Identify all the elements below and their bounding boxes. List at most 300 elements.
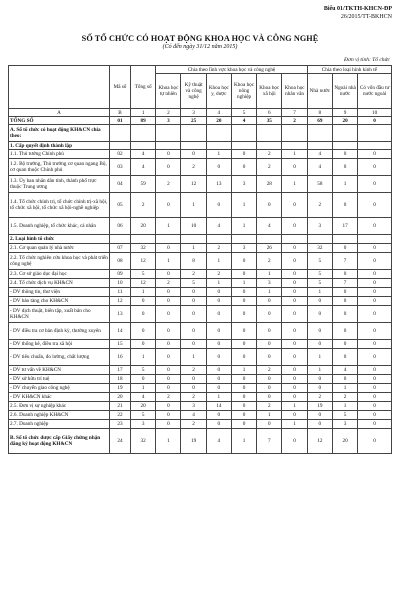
row-value: 2 bbox=[257, 253, 282, 270]
row-value: 2 bbox=[181, 420, 206, 429]
row-value: 0 bbox=[257, 193, 282, 218]
row-total-value: 3 bbox=[131, 420, 156, 429]
row-value: 0 bbox=[358, 375, 392, 384]
row-total-value: 1 bbox=[131, 288, 156, 297]
row-value: 0 bbox=[231, 411, 256, 420]
row-value bbox=[231, 142, 256, 150]
row-total-value: 5 bbox=[131, 366, 156, 375]
row-total-value: 1 bbox=[131, 349, 156, 366]
row-value: 0 bbox=[307, 306, 332, 323]
row-value: 0 bbox=[358, 340, 392, 349]
column-index: 3 bbox=[181, 109, 206, 117]
row-code: 08 bbox=[109, 253, 130, 270]
report-title: SỐ TỔ CHỨC CÓ HOẠT ĐỘNG KHOA HỌC VÀ CÔNG NGHỆ bbox=[81, 34, 319, 43]
row-value: 0 bbox=[282, 253, 307, 270]
row-code: 13 bbox=[109, 306, 130, 323]
row-value: 0 bbox=[206, 384, 231, 393]
table-row bbox=[9, 375, 392, 384]
row-value: 0 bbox=[206, 159, 231, 176]
row-code: 09 bbox=[109, 270, 130, 279]
row-value: 10 bbox=[181, 218, 206, 235]
table-row bbox=[9, 218, 392, 235]
row-value: 0 bbox=[358, 117, 392, 125]
row-value: 1 bbox=[282, 176, 307, 193]
row-value: 0 bbox=[332, 288, 357, 297]
row-value bbox=[307, 235, 332, 244]
table-row bbox=[9, 288, 392, 297]
statistics-table bbox=[8, 65, 392, 454]
row-value: 1 bbox=[307, 349, 332, 366]
row-value: 0 bbox=[156, 323, 181, 340]
row-total-value: 59 bbox=[131, 176, 156, 193]
row-value: 1 bbox=[282, 402, 307, 411]
column-index: 7 bbox=[282, 109, 307, 117]
row-label: 1.1. Thủ tướng Chính phủ bbox=[9, 150, 110, 159]
row-value: 35 bbox=[257, 117, 282, 125]
row-value: 1 bbox=[332, 384, 357, 393]
row-label: 1.3. Ủy ban nhân dân tỉnh, thành phố trực thuộc Trung ương bbox=[9, 176, 110, 193]
column-index: 4 bbox=[206, 109, 231, 117]
row-total-value: 20 bbox=[131, 218, 156, 235]
row-code: 21 bbox=[109, 402, 130, 411]
table-row bbox=[9, 411, 392, 420]
row-value bbox=[282, 125, 307, 142]
row-value: 0 bbox=[257, 420, 282, 429]
row-code: 10 bbox=[109, 279, 130, 288]
row-label: 1.2. Bộ trưởng, Thủ trưởng cơ quan ngang Bộ, cơ quan thuộc Chính phủ bbox=[9, 159, 110, 176]
row-code: 06 bbox=[109, 218, 130, 235]
row-value: 2 bbox=[307, 193, 332, 218]
row-total-value: 12 bbox=[131, 279, 156, 288]
row-value bbox=[231, 125, 256, 142]
row-value: 0 bbox=[156, 193, 181, 218]
row-value: 1 bbox=[257, 411, 282, 420]
row-value: 1 bbox=[307, 366, 332, 375]
column-index: 10 bbox=[358, 109, 392, 117]
row-value: 0 bbox=[181, 150, 206, 159]
row-value: 2 bbox=[206, 244, 231, 253]
column-index: A bbox=[9, 109, 110, 117]
row-label: 2.1. Cơ quan quản lý nhà nước bbox=[9, 244, 110, 253]
form-code-block bbox=[324, 5, 392, 21]
row-value: 0 bbox=[307, 340, 332, 349]
row-label: 2.4. Tổ chức dịch vụ KH&CN bbox=[9, 279, 110, 288]
row-label: B. Số tổ chức được cấp Giấy chứng nhận đăng ký hoạt động KH&CN bbox=[9, 429, 110, 454]
row-value: 1 bbox=[181, 244, 206, 253]
row-value: 1 bbox=[231, 366, 256, 375]
row-label: 2.2. Tổ chức nghiên cứu khoa học và phát triển công nghệ bbox=[9, 253, 110, 270]
row-value: 0 bbox=[156, 384, 181, 393]
row-value: 20 bbox=[332, 429, 357, 454]
row-value: 4 bbox=[206, 218, 231, 235]
table-row bbox=[9, 176, 392, 193]
row-code: 12 bbox=[109, 297, 130, 306]
row-label: - DV chuyển giao công nghệ bbox=[9, 384, 110, 393]
row-value bbox=[206, 125, 231, 142]
row-value: 2 bbox=[181, 366, 206, 375]
row-value: 12 bbox=[307, 429, 332, 454]
row-value: 0 bbox=[206, 411, 231, 420]
row-value: 0 bbox=[358, 402, 392, 411]
row-value: 1 bbox=[206, 279, 231, 288]
header-econ: Ngoài nhà nước bbox=[332, 74, 357, 109]
row-value: 0 bbox=[358, 288, 392, 297]
row-value: 0 bbox=[282, 270, 307, 279]
row-code: 14 bbox=[109, 323, 130, 340]
row-value: 1 bbox=[332, 176, 357, 193]
row-label: TỔNG SỐ bbox=[9, 117, 110, 125]
row-total-value: 4 bbox=[131, 159, 156, 176]
row-label: A. Số tổ chức có hoạt động KH&CN chia theo: bbox=[9, 125, 110, 142]
row-label: - DV sở hữu trí tuệ bbox=[9, 375, 110, 384]
row-value bbox=[181, 142, 206, 150]
row-code: 02 bbox=[109, 150, 130, 159]
circular-number: 26/2015/TT-BKHCN bbox=[340, 14, 392, 20]
row-value: 4 bbox=[231, 117, 256, 125]
header-field: Kỹ thuật và công nghệ bbox=[181, 74, 206, 109]
row-value: 0 bbox=[332, 340, 357, 349]
row-value: 8 bbox=[181, 253, 206, 270]
header-blank bbox=[9, 66, 110, 109]
row-value: 3 bbox=[156, 117, 181, 125]
header-code: Mã số bbox=[109, 66, 130, 109]
row-value bbox=[206, 142, 231, 150]
row-value: 0 bbox=[332, 270, 357, 279]
row-value: 1 bbox=[156, 218, 181, 235]
row-value: 0 bbox=[231, 253, 256, 270]
row-value: 4 bbox=[332, 366, 357, 375]
row-value: 4 bbox=[257, 218, 282, 235]
row-value: 1 bbox=[181, 349, 206, 366]
row-label: 1. Cấp quyết định thành lập bbox=[9, 142, 110, 150]
row-value: 0 bbox=[282, 411, 307, 420]
row-value: 0 bbox=[257, 393, 282, 402]
table-row bbox=[9, 306, 392, 323]
table-row bbox=[9, 297, 392, 306]
header-field: Khoa học nhân văn bbox=[282, 74, 307, 109]
row-value bbox=[282, 142, 307, 150]
header-econ: Có vốn đầu tư nước ngoài bbox=[358, 74, 392, 109]
row-code: 03 bbox=[109, 159, 130, 176]
row-value: 0 bbox=[282, 375, 307, 384]
row-value: 0 bbox=[181, 323, 206, 340]
row-total-value: 89 bbox=[131, 117, 156, 125]
row-value: 0 bbox=[156, 366, 181, 375]
row-value: 0 bbox=[307, 323, 332, 340]
column-index: 5 bbox=[231, 109, 256, 117]
unit-label: Đơn vị tính: Tổ chức bbox=[344, 57, 390, 63]
row-value: 0 bbox=[156, 340, 181, 349]
row-code bbox=[109, 125, 130, 142]
row-value: 0 bbox=[156, 349, 181, 366]
row-value: 0 bbox=[332, 323, 357, 340]
row-total-value: 2 bbox=[131, 193, 156, 218]
row-value: 0 bbox=[358, 150, 392, 159]
row-value bbox=[156, 235, 181, 244]
row-label: - DV bảo tàng cho KH&CN bbox=[9, 297, 110, 306]
row-value: 0 bbox=[231, 297, 256, 306]
row-value: 0 bbox=[156, 270, 181, 279]
table-row bbox=[9, 142, 392, 150]
table-row bbox=[9, 323, 392, 340]
row-code: 23 bbox=[109, 420, 130, 429]
row-label: 1.5. Doanh nghiệp, tổ chức khác, cá nhân bbox=[9, 218, 110, 235]
column-index: 8 bbox=[307, 109, 332, 117]
row-total-value: 5 bbox=[131, 270, 156, 279]
row-value: 5 bbox=[307, 253, 332, 270]
row-value: 13 bbox=[206, 176, 231, 193]
row-value bbox=[181, 235, 206, 244]
row-label: - DV KH&CN khác bbox=[9, 393, 110, 402]
row-code: 16 bbox=[109, 349, 130, 366]
row-value: 0 bbox=[257, 297, 282, 306]
table-row bbox=[9, 150, 392, 159]
row-value: 0 bbox=[282, 288, 307, 297]
row-value: 26 bbox=[257, 244, 282, 253]
column-index-row bbox=[9, 109, 392, 117]
row-value: 0 bbox=[257, 375, 282, 384]
table-row bbox=[9, 349, 392, 366]
row-value: 0 bbox=[358, 393, 392, 402]
row-value: 0 bbox=[307, 297, 332, 306]
row-value: 0 bbox=[307, 384, 332, 393]
row-value: 1 bbox=[206, 253, 231, 270]
row-value: 0 bbox=[181, 340, 206, 349]
row-value: 0 bbox=[156, 159, 181, 176]
header-field: Khoa học xã hội bbox=[257, 74, 282, 109]
row-value: 0 bbox=[231, 402, 256, 411]
row-value: 0 bbox=[231, 349, 256, 366]
row-value bbox=[231, 235, 256, 244]
row-value: 0 bbox=[257, 349, 282, 366]
row-value: 1 bbox=[282, 420, 307, 429]
row-value: 0 bbox=[231, 375, 256, 384]
table-header bbox=[9, 66, 392, 117]
row-value: 0 bbox=[282, 340, 307, 349]
row-value: 1 bbox=[257, 288, 282, 297]
row-value: 4 bbox=[206, 429, 231, 454]
row-value: 0 bbox=[206, 306, 231, 323]
row-value: 0 bbox=[206, 340, 231, 349]
row-value: 20 bbox=[332, 117, 357, 125]
row-value: 7 bbox=[332, 279, 357, 288]
row-value: 2 bbox=[257, 366, 282, 375]
row-label: 2.6. Doanh nghiệp KH&CN bbox=[9, 411, 110, 420]
row-label: - DV dịch thuật, biên tập, xuất bản cho KH&CN bbox=[9, 306, 110, 323]
row-code: 11 bbox=[109, 288, 130, 297]
row-value: 0 bbox=[358, 270, 392, 279]
row-value: 4 bbox=[307, 159, 332, 176]
table-row bbox=[9, 429, 392, 454]
row-total-value bbox=[131, 125, 156, 142]
row-value: 1 bbox=[206, 393, 231, 402]
row-value: 12 bbox=[181, 176, 206, 193]
row-value: 0 bbox=[231, 323, 256, 340]
row-value: 3 bbox=[257, 279, 282, 288]
row-value: 0 bbox=[358, 253, 392, 270]
row-value: 0 bbox=[282, 193, 307, 218]
row-label: 2.7. Doanh nghiệp bbox=[9, 420, 110, 429]
form-code: Biểu 01/TKTH-KHCN-ĐP bbox=[323, 6, 392, 12]
row-value: 14 bbox=[206, 402, 231, 411]
row-value: 0 bbox=[206, 323, 231, 340]
row-value: 0 bbox=[156, 288, 181, 297]
row-value: 0 bbox=[332, 349, 357, 366]
row-total-value: 4 bbox=[131, 150, 156, 159]
row-value bbox=[156, 142, 181, 150]
header-group-econ: Chia theo loại hình kinh tế bbox=[307, 66, 391, 74]
row-label: - DV thông tin, thư viện bbox=[9, 288, 110, 297]
table-row bbox=[9, 420, 392, 429]
row-value: 2 bbox=[282, 117, 307, 125]
row-value: 0 bbox=[332, 244, 357, 253]
row-value: 0 bbox=[231, 270, 256, 279]
row-value: 1 bbox=[156, 429, 181, 454]
row-value: 0 bbox=[282, 349, 307, 366]
row-value: 0 bbox=[156, 297, 181, 306]
table-row bbox=[9, 393, 392, 402]
row-label: 2. Loại hình tổ chức bbox=[9, 235, 110, 244]
table-row bbox=[9, 402, 392, 411]
row-value: 1 bbox=[282, 150, 307, 159]
row-value: 2 bbox=[257, 159, 282, 176]
row-value: 0 bbox=[181, 375, 206, 384]
table-body bbox=[9, 117, 392, 454]
row-value: 7 bbox=[332, 253, 357, 270]
row-value: 0 bbox=[358, 366, 392, 375]
row-value: 0 bbox=[206, 288, 231, 297]
row-value: 58 bbox=[307, 176, 332, 193]
column-index: B bbox=[109, 109, 130, 117]
column-index: 2 bbox=[156, 109, 181, 117]
row-label: 2.3. Cơ sở giáo dục đại học bbox=[9, 270, 110, 279]
row-value: 0 bbox=[156, 375, 181, 384]
row-value: 28 bbox=[257, 176, 282, 193]
row-value: 4 bbox=[307, 150, 332, 159]
row-total-value bbox=[131, 142, 156, 150]
row-value: 0 bbox=[282, 366, 307, 375]
row-value: 0 bbox=[156, 306, 181, 323]
row-value: 0 bbox=[332, 297, 357, 306]
row-label: - DV điều tra cơ bản định kỳ, thường xuyên bbox=[9, 323, 110, 340]
row-value: 0 bbox=[358, 323, 392, 340]
row-value: 0 bbox=[282, 323, 307, 340]
row-value: 0 bbox=[257, 384, 282, 393]
row-value: 19 bbox=[181, 429, 206, 454]
row-value: 2 bbox=[206, 270, 231, 279]
row-value: 2 bbox=[156, 176, 181, 193]
row-value: 2 bbox=[257, 402, 282, 411]
row-value bbox=[257, 125, 282, 142]
table-row bbox=[9, 270, 392, 279]
row-value: 0 bbox=[332, 150, 357, 159]
row-value bbox=[307, 125, 332, 142]
row-value bbox=[332, 125, 357, 142]
row-value: 0 bbox=[206, 420, 231, 429]
row-value: 0 bbox=[231, 340, 256, 349]
row-total-value: 0 bbox=[131, 340, 156, 349]
row-value: 0 bbox=[206, 297, 231, 306]
row-value: 2 bbox=[257, 150, 282, 159]
row-value: 2 bbox=[332, 393, 357, 402]
row-value: 0 bbox=[358, 349, 392, 366]
row-label: 2.5. Đơn vị sự nghiệp khác bbox=[9, 402, 110, 411]
row-value: 0 bbox=[231, 393, 256, 402]
table-row bbox=[9, 366, 392, 375]
header-field: Khoa học nông nghiệp bbox=[231, 74, 256, 109]
row-value: 3 bbox=[332, 420, 357, 429]
row-value: 0 bbox=[206, 375, 231, 384]
row-value: 0 bbox=[307, 375, 332, 384]
row-value: 0 bbox=[358, 159, 392, 176]
row-value: 3 bbox=[231, 176, 256, 193]
row-value: 0 bbox=[358, 411, 392, 420]
row-code: 05 bbox=[109, 193, 130, 218]
row-value: 2 bbox=[156, 279, 181, 288]
row-value bbox=[332, 142, 357, 150]
row-total-value: 0 bbox=[131, 375, 156, 384]
row-value: 0 bbox=[282, 393, 307, 402]
row-value: 0 bbox=[307, 411, 332, 420]
table-row bbox=[9, 340, 392, 349]
table-row bbox=[9, 159, 392, 176]
row-value bbox=[257, 235, 282, 244]
row-value: 0 bbox=[282, 218, 307, 235]
row-value: 5 bbox=[307, 279, 332, 288]
row-value: 2 bbox=[307, 393, 332, 402]
row-value: 0 bbox=[358, 429, 392, 454]
row-total-value: 32 bbox=[131, 244, 156, 253]
row-value bbox=[358, 142, 392, 150]
row-value: 0 bbox=[307, 420, 332, 429]
row-value: 0 bbox=[358, 244, 392, 253]
row-value: 0 bbox=[156, 402, 181, 411]
table-row bbox=[9, 279, 392, 288]
table-row bbox=[9, 193, 392, 218]
row-value: 1 bbox=[231, 218, 256, 235]
row-value: 0 bbox=[231, 288, 256, 297]
row-code: 17 bbox=[109, 366, 130, 375]
row-value: 0 bbox=[181, 384, 206, 393]
row-value: 1 bbox=[231, 279, 256, 288]
row-value: 2 bbox=[181, 270, 206, 279]
row-value: 0 bbox=[332, 306, 357, 323]
row-total-value: 1 bbox=[131, 384, 156, 393]
row-value: 1 bbox=[181, 193, 206, 218]
row-code: 22 bbox=[109, 411, 130, 420]
table-row bbox=[9, 117, 392, 125]
row-code: 20 bbox=[109, 393, 130, 402]
row-value: 0 bbox=[257, 306, 282, 323]
row-value: 0 bbox=[206, 349, 231, 366]
row-value: 69 bbox=[307, 117, 332, 125]
row-value: 0 bbox=[282, 279, 307, 288]
row-total-value: 0 bbox=[131, 323, 156, 340]
row-value: 3 bbox=[181, 402, 206, 411]
row-value: 1 bbox=[206, 150, 231, 159]
row-value: 1 bbox=[332, 402, 357, 411]
row-value: 0 bbox=[358, 218, 392, 235]
row-value: 0 bbox=[282, 159, 307, 176]
row-code: 01 bbox=[109, 117, 130, 125]
row-value: 0 bbox=[156, 420, 181, 429]
row-value: 2 bbox=[181, 159, 206, 176]
row-value bbox=[282, 235, 307, 244]
row-value: 0 bbox=[282, 306, 307, 323]
row-value: 1 bbox=[156, 253, 181, 270]
row-total-value: 4 bbox=[131, 393, 156, 402]
column-index: 6 bbox=[257, 109, 282, 117]
